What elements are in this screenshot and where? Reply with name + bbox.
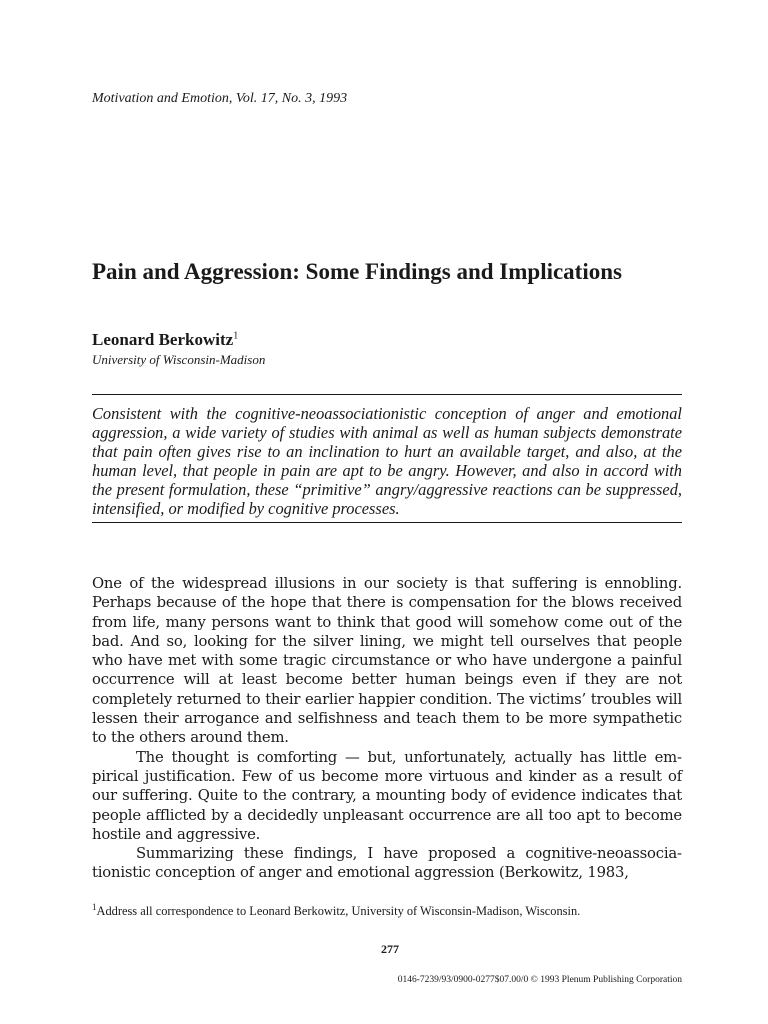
footnote-text: Address all correspondence to Leonard Berkowitz, University of Wisconsin-Madison, Wisconsin. — [96, 904, 581, 919]
journal-citation: Motivation and Emotion, Vol. 17, No. 3, 1993 — [92, 91, 348, 106]
body-paragraph: One of the widespread illusions in our society is that suffering is ennobling. Perhaps because of the hope that there is compensation for the blows received from life, many persons want to think that good will somehow come out of the bad. And so, looking for the silver lining, we might tell ourselves that people who have met with some tragic circumstance or who have undergone a painful occurrence will at least become better human beings even if they are not completely returned to their earlier happier condition. The victims’ troubles will lessen their arrogance and selfishness and teach them to be more sympathetic to the others around them. — [92, 575, 682, 747]
body-paragraph: Summarizing these findings, I have proposed a cognitive-neoassociationistic conception of anger and emotional aggression (Berkowitz, 1983, — [92, 845, 682, 882]
body-paragraph: The thought is comforting — but, unfortunately, actually has little empirical justification. Few of us become more virtuous and kinder as a result of our suffering. Quite to the contrary, a mounting body of evidence indicates that people afflicted by a decidedly unpleasant occurrence are all too apt to become hostile and aggressive. — [92, 748, 682, 843]
footnote-mark: 1 — [92, 902, 97, 912]
footnote — [92, 899, 682, 919]
author-name: Leonard Berkowitz — [92, 330, 234, 349]
author-line — [92, 330, 238, 350]
abstract-text: Consistent with the cognitive-neoassociationistic conception of anger and emotional aggression, a wide variety of studies with animal as well as human subjects demonstrate that pain often gives rise to an inclination to hurt an available target, and also, at the human level, that people in pain are apt to be angry. However, and also in accord with the present formulation, these “primitive” angry/aggressive reactions can be suppressed, intensified, or modified by cognitive processes. — [92, 404, 682, 518]
article-body — [92, 574, 682, 883]
abstract — [92, 394, 682, 523]
copyright-line: 0146-7239/93/0900-0277$07.00/0 © 1993 Plenum Publishing Corporation — [397, 975, 682, 985]
author-affiliation: University of Wisconsin-Madison — [92, 352, 266, 367]
article-title: Pain and Aggression: Some Findings and Implications — [92, 259, 622, 284]
page-number: 277 — [381, 942, 399, 956]
author-footnote-mark: 1 — [233, 330, 239, 342]
